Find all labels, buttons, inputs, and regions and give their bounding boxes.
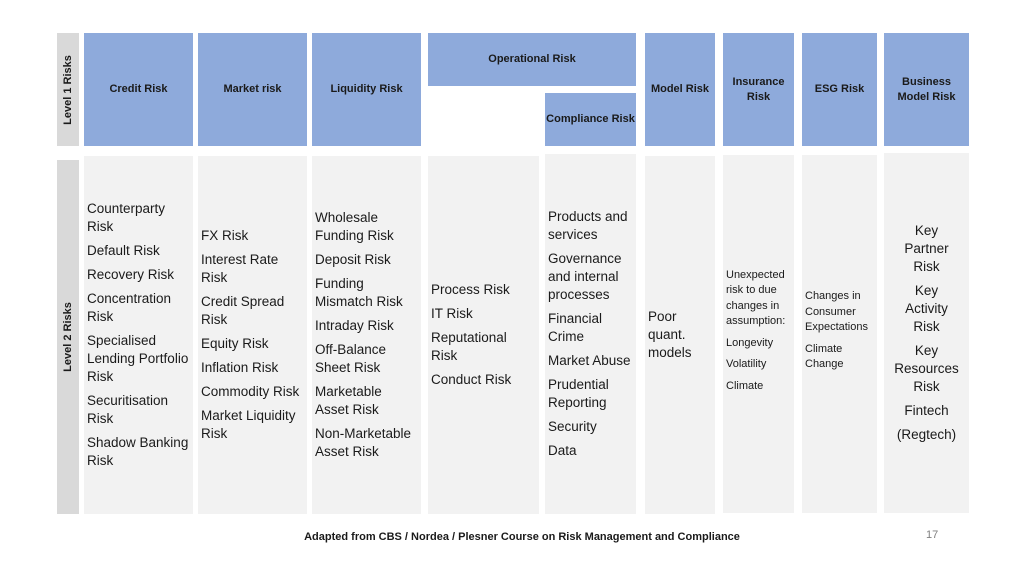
level2-item: Process Risk: [431, 282, 510, 297]
level2-item: Wholesale Funding Risk: [315, 210, 394, 243]
level2-item: Security: [548, 419, 597, 434]
level2-item: Securitisation Risk: [87, 393, 169, 426]
level2-item: Key Activity Risk: [905, 283, 948, 334]
level2-item: Specialised Lending Portfolio Risk: [87, 333, 189, 384]
level2-model-column: [645, 156, 715, 514]
level2-item: Volatility: [726, 358, 767, 371]
page-number: 17: [926, 529, 939, 541]
level2-item: Market Abuse: [548, 353, 631, 368]
level2-item: Credit Spread Risk: [201, 294, 285, 327]
header-market-risk: Market risk: [198, 33, 307, 146]
level2-item: (Regtech): [896, 427, 957, 442]
level2-item: FX Risk: [201, 228, 249, 243]
level2-item: Data: [548, 443, 577, 458]
level2-item: Financial Crime: [548, 311, 603, 344]
level2-liquidity-column: [312, 156, 421, 514]
level2-item: Reputational Risk: [431, 330, 507, 363]
level2-item: Unexpected risk to due changes in assumption:: [726, 268, 786, 328]
level2-item: Marketable Asset Risk: [315, 384, 382, 417]
header-business-model-risk: Business Model Risk: [884, 33, 969, 146]
level1-label: [57, 33, 79, 146]
level2-item: Climate: [726, 379, 764, 392]
level2-item: Counterparty Risk: [87, 201, 166, 234]
level2-business-model-column: [884, 153, 969, 513]
level2-item: Poor quant. models: [648, 309, 692, 360]
level2-item: Equity Risk: [201, 336, 269, 351]
header-insurance-risk: Insurance Risk: [723, 33, 794, 146]
level2-item: Changes in Consumer Expectations: [805, 290, 868, 334]
level2-item: Inflation Risk: [201, 360, 279, 375]
level2-item: Interest Rate Risk: [201, 252, 279, 285]
header-credit-risk: Credit Risk: [84, 33, 193, 146]
level2-compliance-column: [545, 154, 636, 514]
level2-item: Key Resources Risk: [894, 343, 959, 394]
level2-item: Conduct Risk: [431, 372, 512, 387]
level2-item: Products and services: [548, 209, 628, 242]
level2-item: Commodity Risk: [201, 384, 300, 399]
level2-item: Prudential Reporting: [548, 377, 609, 410]
level2-market-column: [198, 156, 307, 514]
header-operational-risk: Operational Risk: [428, 33, 636, 86]
level2-item: Climate Change: [805, 342, 844, 371]
level2-item: Recovery Risk: [87, 267, 175, 282]
level2-item: Off-Balance Sheet Risk: [315, 342, 387, 375]
level2-item: Non-Marketable Asset Risk: [315, 426, 412, 459]
level2-item: Key Partner Risk: [904, 223, 949, 274]
source-footer: Adapted from CBS / Nordea / Plesner Course on Risk Management and Compliance: [304, 531, 740, 543]
level2-label: [57, 160, 79, 514]
level2-item: Longevity: [726, 336, 774, 349]
level2-item: Funding Mismatch Risk: [315, 276, 403, 309]
level2-credit-column: [84, 156, 193, 514]
level2-item: Deposit Risk: [315, 252, 391, 267]
header-compliance-risk: Compliance Risk: [545, 93, 636, 146]
header-model-risk: Model Risk: [645, 33, 715, 146]
level1-label-text: Level 1 Risks: [62, 54, 74, 125]
level2-item: Concentration Risk: [87, 291, 172, 324]
level2-item: Governance and internal processes: [548, 251, 622, 302]
level2-item: Fintech: [904, 403, 949, 418]
header-liquidity-risk: Liquidity Risk: [312, 33, 421, 146]
level2-item: Market Liquidity Risk: [201, 408, 296, 441]
level2-item: Intraday Risk: [315, 318, 394, 333]
level2-insurance-column: [723, 155, 794, 513]
header-esg-risk: ESG Risk: [802, 33, 877, 146]
level2-item: Default Risk: [87, 243, 160, 258]
level2-label-text: Level 2 Risks: [62, 302, 74, 372]
level2-item: IT Risk: [431, 306, 473, 321]
level2-item: Shadow Banking Risk: [87, 435, 189, 468]
level2-operational-column: [428, 156, 539, 514]
level2-esg-column: [802, 155, 877, 513]
